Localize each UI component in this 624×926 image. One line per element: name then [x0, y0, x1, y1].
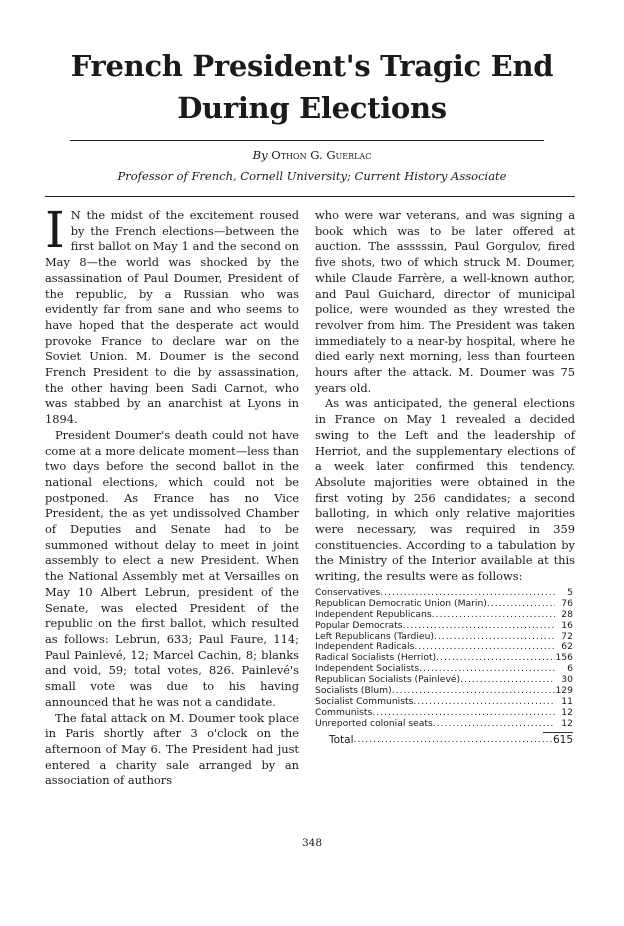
party-name: Republican Socialists (Painlevé) — [315, 674, 461, 686]
seat-count: 6 — [567, 663, 573, 675]
seat-count: 12 — [561, 706, 573, 718]
leader-dots — [432, 610, 555, 621]
party-name: Independent Republicans — [315, 608, 432, 620]
election-results-table — [315, 588, 575, 746]
party-name: Communists — [315, 706, 373, 718]
byline-author: Othon G. Guerlac — [271, 148, 372, 162]
paragraph-1-text: N the midst of the excitement roused by the French elections—between the first ballot on May 1 and the second on May 8—the world was shocked by the assassination of Paul Doumer, President of the republic, by a Russian who was evidently far from sane and who seems to have hoped that the desperate act would provoke France to declare war on the Soviet Union. M. Doumer is the second French President to die by assassination, the other having been Sadi Carnot, who was stabbed by an anarchist at Lyons in 1894. — [45, 208, 299, 427]
title-line-2: During Elections — [177, 91, 447, 125]
party-name: Left Republicans (Tardieu) — [315, 630, 434, 642]
leader-dots — [413, 697, 555, 708]
byline — [0, 148, 624, 162]
leader-dots — [392, 686, 555, 697]
paragraph-3: The fatal attack on M. Doumer took place in Paris shortly after 3 o'clock on the afternoon of May 6. The President had just entered a charity sale arranged by an association of authors — [45, 710, 299, 788]
seat-count: 28 — [561, 608, 573, 620]
leader-dots — [460, 675, 555, 686]
paragraph-5: As was anticipated, the general elections in France on May 1 revealed a decided swing to the Left and the leadership of Herriot, and the supplementary elections of a week later confirmed this tendency. Absolute majorities were obtained in the first voting by 256 candidates; a second balloting, in which only relative majorities were necessary, was required in 359 constituencies. According to a tabulation by the Ministry of the Interior available at this writing, the results were as follows: — [315, 396, 575, 584]
seat-count: 12 — [561, 717, 573, 729]
title-line-1: French President's Tragic End — [70, 49, 554, 83]
leader-dots — [433, 719, 555, 730]
leader-dots — [434, 632, 555, 643]
party-name: Popular Democrats — [315, 619, 403, 631]
seat-count: 30 — [561, 674, 573, 686]
party-name: Unreported colonial seats — [315, 717, 433, 729]
results-row — [315, 621, 573, 632]
total-value: 615 — [552, 733, 573, 746]
leader-dots — [354, 735, 553, 746]
party-name: Socialists (Blum) — [315, 685, 392, 697]
party-name: Radical Socialists (Herriot) — [315, 652, 437, 664]
seat-count: 129 — [555, 685, 573, 697]
seat-count: 62 — [561, 641, 573, 653]
page-number: 348 — [301, 837, 323, 849]
results-row — [315, 719, 573, 730]
author-affiliation: Professor of French, Cornell University; Current History Associate — [117, 169, 507, 183]
column-right — [315, 208, 575, 746]
party-name: Independent Radicals — [315, 641, 415, 653]
party-name: Independent Socialists — [315, 663, 420, 675]
seat-count: 16 — [561, 619, 573, 631]
seat-count: 5 — [567, 586, 573, 598]
column-left — [45, 201, 299, 789]
leader-dots — [403, 621, 555, 632]
paragraph-2: President Doumer's death could not have come at a more delicate moment—less than two days before the second ballot in the national elections, which could not be postponed. As France has no Vice President, the as yet undissolved Chamber of Deputies and Senate had to be summoned without delay to meet in joint assembly to elect a new President. When the National Assembly met at Versailles on May 10 Albert Lebrun, president of the Senate, was elected President of the republic on the first ballot, which resulted as follows: Lebrun, 633; Paul Faure, 114; Paul Painlevé, 12; Marcel Cachin, 8; blanks and void, 59; total votes, 826. Painlevé's small vote was due to his having announced that he was not a candidate. — [45, 427, 299, 709]
seat-count: 156 — [555, 652, 573, 664]
leader-dots — [436, 653, 555, 664]
leader-dots — [487, 599, 555, 610]
results-total-row — [315, 735, 573, 746]
drop-cap: I — [45, 201, 65, 259]
byline-by: By — [252, 148, 268, 162]
paragraph-4: who were war veterans, and was signing a book which was to be later offered at auction. The asssssin, Paul Gorgulov, fired five shots, two of which struck M. Doumer, while Claude Farrère, a well-known author, and Paul Guichard, director of municipal police, were wounded as they wrested the revolver from him. The President was taken immediately to a near-by hospital, where he died early next morning, less than fourteen hours after the attack. M. Doumer was 75 years old. — [315, 208, 575, 395]
results-row — [315, 610, 573, 621]
title-rule — [70, 140, 544, 141]
seat-count: 76 — [561, 597, 573, 609]
seat-count: 72 — [561, 630, 573, 642]
paragraph-1 — [45, 201, 299, 428]
party-name: Republican Democratic Union (Marin) — [315, 597, 487, 609]
party-name: Conservatives — [315, 586, 381, 598]
total-rule — [543, 732, 573, 733]
total-label: Total — [329, 733, 354, 746]
seat-count: 11 — [561, 695, 573, 707]
header-rule — [45, 196, 575, 197]
party-name: Socialist Communists — [315, 695, 414, 707]
